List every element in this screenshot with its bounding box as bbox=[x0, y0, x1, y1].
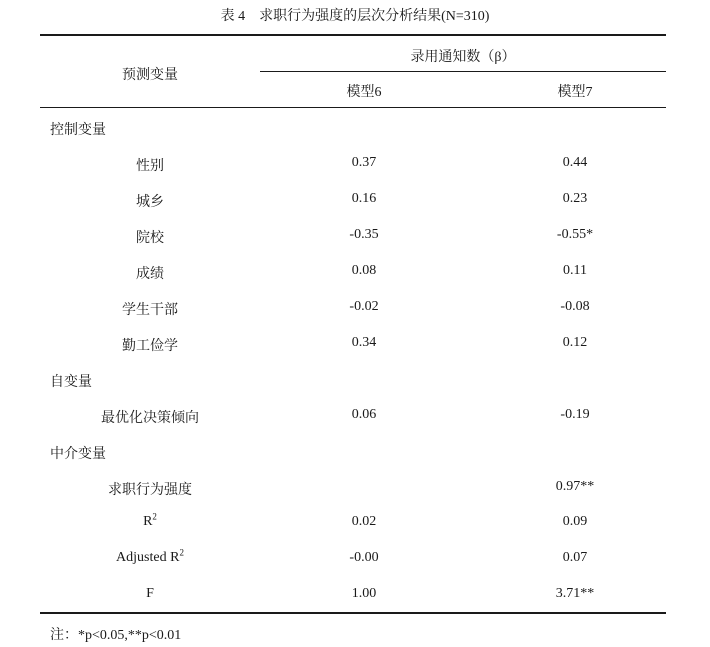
row-m7: 0.11 bbox=[563, 263, 587, 278]
row-m7: -0.08 bbox=[560, 299, 590, 314]
row-label: 成绩 bbox=[136, 267, 164, 282]
table-note: 注：*p<0.05,**p<0.01 bbox=[50, 628, 182, 643]
row-m6: -0.00 bbox=[349, 550, 379, 565]
row-label: 性别 bbox=[136, 159, 164, 174]
row-m6: 0.37 bbox=[351, 155, 377, 170]
row-label: 求职行为强度 bbox=[108, 483, 192, 498]
row-m6: -0.35 bbox=[349, 227, 379, 242]
r2-superscript: 2 bbox=[152, 511, 157, 522]
row-label: F bbox=[146, 586, 154, 601]
table-caption: 表 4 求职行为强度的层次分析结果(N=310) bbox=[220, 9, 490, 24]
r2-label: R bbox=[143, 514, 153, 529]
row-m7: 0.97** bbox=[555, 479, 595, 494]
row-m7: -0.55* bbox=[556, 227, 594, 242]
row-m7: 3.71** bbox=[555, 586, 595, 601]
row-label: 最优化决策倾向 bbox=[101, 411, 199, 426]
header-group: 录用通知数（β） bbox=[410, 50, 516, 65]
header-model7: 模型7 bbox=[557, 85, 593, 100]
section-mediator: 中介变量 bbox=[50, 447, 106, 462]
adjr2-label: Adjusted R bbox=[116, 550, 180, 565]
header-predictor: 预测变量 bbox=[122, 68, 178, 83]
row-label: 学生干部 bbox=[122, 303, 178, 318]
adjr2-superscript: 2 bbox=[179, 547, 184, 558]
top-rule bbox=[40, 34, 666, 36]
row-m7: -0.19 bbox=[560, 407, 590, 422]
row-m6: -0.02 bbox=[349, 299, 379, 314]
row-m7: 0.12 bbox=[562, 335, 588, 350]
row-m6: 0.16 bbox=[351, 191, 377, 206]
row-label: 城乡 bbox=[136, 195, 164, 210]
row-m7: 0.44 bbox=[562, 155, 588, 170]
header-model6: 模型6 bbox=[346, 85, 382, 100]
section-independent: 自变量 bbox=[50, 375, 92, 390]
bottom-rule bbox=[40, 612, 666, 614]
header-bottom-rule bbox=[40, 107, 666, 108]
header-mid-rule bbox=[260, 71, 666, 72]
row-m6: 1.00 bbox=[351, 586, 377, 601]
row-label-r2 bbox=[143, 511, 157, 530]
row-m7: 0.07 bbox=[562, 550, 588, 565]
row-label-adjr2 bbox=[116, 547, 184, 566]
row-label: 勤工俭学 bbox=[122, 339, 178, 354]
row-label: 院校 bbox=[136, 231, 164, 246]
row-m6: 0.08 bbox=[351, 263, 377, 278]
row-m6: 0.02 bbox=[351, 514, 377, 529]
row-m7: 0.09 bbox=[562, 514, 588, 529]
row-m7: 0.23 bbox=[562, 191, 588, 206]
row-m6: 0.34 bbox=[351, 335, 377, 350]
section-control: 控制变量 bbox=[50, 123, 106, 138]
row-m6: 0.06 bbox=[351, 407, 377, 422]
